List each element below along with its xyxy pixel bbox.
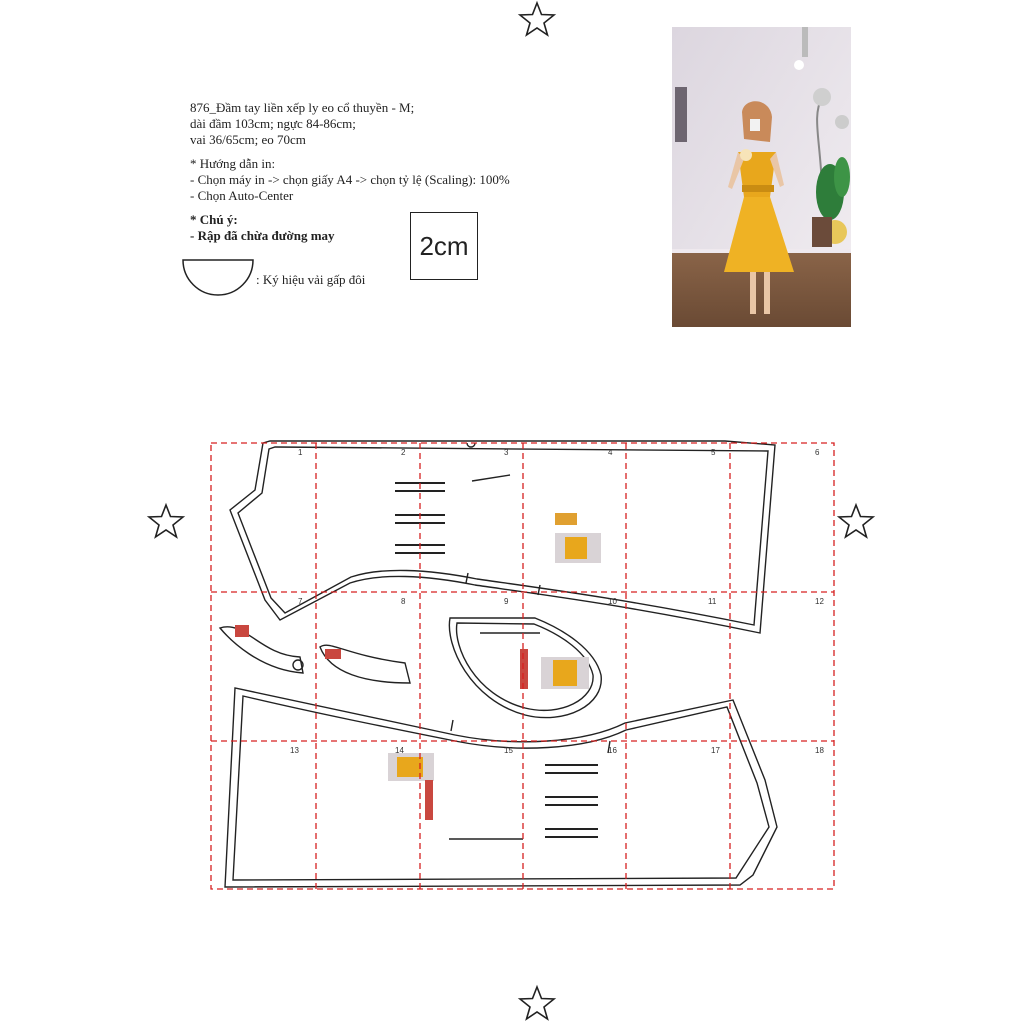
bodice-piece: [230, 441, 775, 633]
page-number: 16: [608, 746, 617, 755]
page-number: 1: [298, 448, 303, 457]
page-number: 7: [298, 597, 303, 606]
page-number: 2: [401, 448, 406, 457]
page-number: 14: [395, 746, 404, 755]
page-number: 15: [504, 746, 513, 755]
pattern-measurements: dài đầm 103cm; ngực 84-86cm;: [190, 116, 356, 131]
fold-symbol-label: : Ký hiệu vải gấp đôi: [256, 272, 366, 287]
page-number: 9: [504, 597, 509, 606]
star-icon: [836, 502, 876, 542]
pattern-title: 876_Đầm tay liền xếp ly eo cổ thuyền - M;: [190, 100, 415, 115]
page-number: 13: [290, 746, 299, 755]
print-guide-step: - Chọn Auto-Center: [190, 188, 294, 203]
page-number: 11: [708, 597, 717, 606]
page-number: 3: [504, 448, 509, 457]
star-icon: [517, 0, 557, 40]
skirt-piece: [225, 688, 777, 887]
page-number: 18: [815, 746, 824, 755]
scale-reference-box: 2cm: [410, 212, 478, 280]
star-icon: [517, 984, 557, 1024]
page-number: 17: [711, 746, 720, 755]
pattern-measurements-2: vai 36/65cm; eo 70cm: [190, 132, 306, 147]
note-text: - Rập đã chừa đường may: [190, 228, 335, 243]
page-number: 5: [711, 448, 716, 457]
pattern-info: [190, 100, 590, 244]
page-number: 4: [608, 448, 613, 457]
page-number: 12: [815, 597, 824, 606]
page-number: 10: [608, 597, 617, 606]
page-number: 8: [401, 597, 406, 606]
print-guide-step: - Chọn máy in -> chọn giấy A4 -> chọn tỷ lệ (Scaling): 100%: [190, 172, 510, 187]
dress-photo: [672, 27, 851, 327]
fold-symbol-icon: [180, 258, 256, 298]
note-heading: * Chú ý:: [190, 212, 238, 227]
pattern-layout: [205, 435, 840, 895]
collar-piece-left: [220, 627, 303, 673]
star-icon: [146, 502, 186, 542]
print-guide-heading: * Hướng dẫn in:: [190, 156, 276, 171]
page-number: 6: [815, 448, 820, 457]
